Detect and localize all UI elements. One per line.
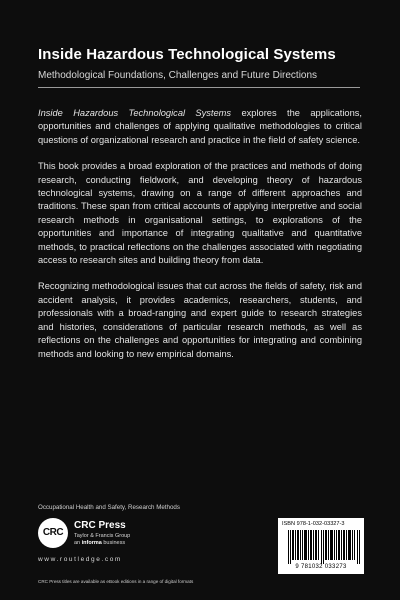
barcode-bars-icon	[288, 530, 360, 564]
subject-category: Occupational Health and Safety, Research Methods	[38, 504, 180, 511]
paragraph-1-text: explores the applications, opportunities and challenges of applying qualitative methodologies to critical questions of organizational research and practice in the field of safety science.	[38, 108, 362, 145]
description-paragraph-3: Recognizing methodological issues that cut across the fields of safety, risk and accident analysis, it provides academics, researchers, students, and professionals with a broad-ranging and expert guide to research strategies and histories, considerations of particular research methods, as well as reflections on the challenges and opportunities for integrating and combining methods and looking to new empirical domains.	[38, 281, 362, 359]
book-subtitle: Methodological Foundations, Challenges and Future Directions	[38, 70, 318, 81]
isbn-text: ISBN 978-1-032-03327-3	[282, 521, 345, 527]
informa-suffix: business	[101, 540, 126, 546]
informa-name: informa	[81, 540, 102, 546]
informa-line	[74, 540, 125, 546]
informa-prefix: an	[74, 540, 82, 546]
book-title: Inside Hazardous Technological Systems	[38, 46, 336, 63]
description-paragraph-1	[38, 107, 362, 147]
isbn-barcode	[278, 518, 364, 574]
barcode-digits: 9 781032 033273	[295, 564, 347, 570]
book-description	[38, 107, 362, 374]
publisher-group: Taylor & Francis Group	[74, 533, 131, 539]
title-divider	[38, 87, 360, 88]
crc-press-logo-icon: CRC	[38, 518, 68, 548]
publisher-website-link[interactable]: www.routledge.com	[38, 556, 122, 563]
publisher-name: CRC Press	[74, 520, 126, 531]
description-paragraph-2: This book provides a broad exploration of the practices and methods of doing research, conducting fieldwork, and developing theory of hazardous technological systems, drawing on a range of different approaches and traditions. These span from critical accounts of applying interpretive and social research methods in organisational settings, to explorations of the opportunities and importance of integrating qualitative and quantitative methods, to practical reflections on the challenges associated with negotiating access to research sites and building theory from data.	[38, 161, 362, 266]
publisher-block	[38, 518, 188, 552]
italic-book-title: Inside Hazardous Technological Systems	[38, 108, 232, 118]
ebook-note: CRC Press titles are available as eBook editions in a range of digital formats	[38, 579, 194, 584]
